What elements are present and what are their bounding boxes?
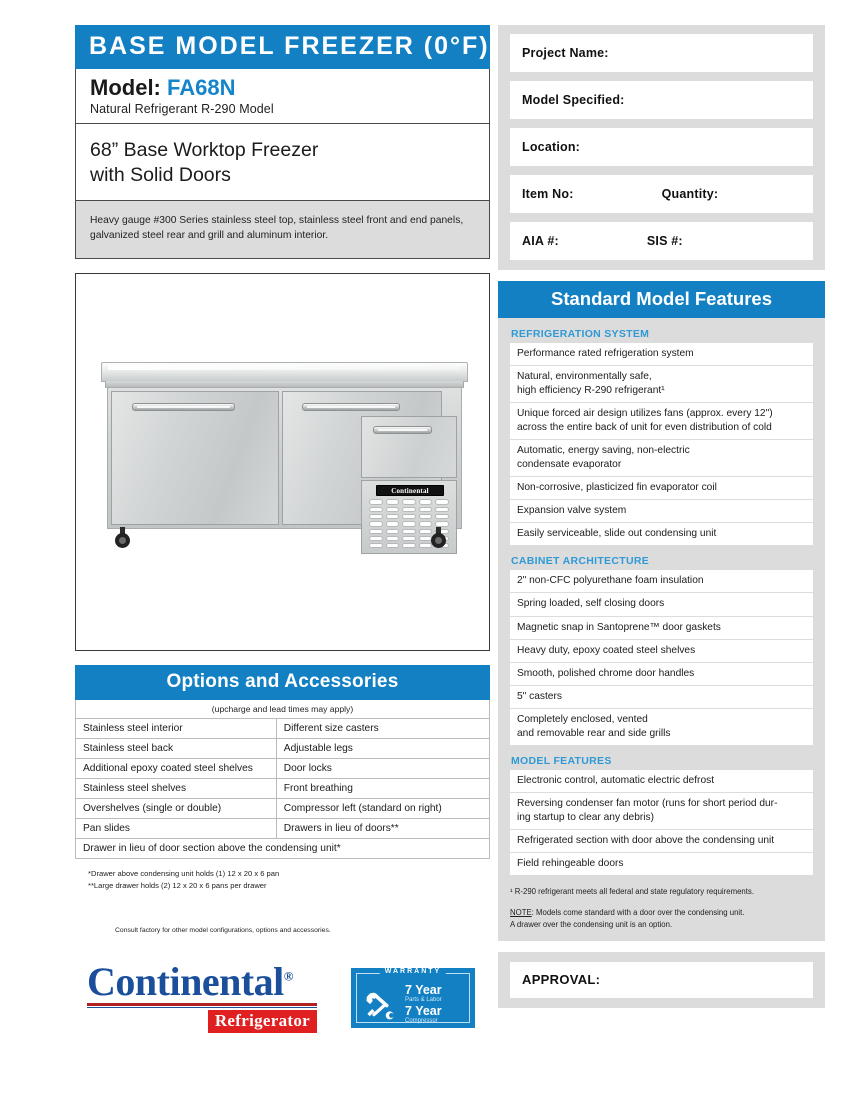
approval-label: APPROVAL: xyxy=(522,972,601,988)
feature-row: 5" casters xyxy=(510,686,813,709)
feature-row: Automatic, energy saving, non-electric condensate evaporator xyxy=(510,440,813,477)
option-cell: Overshelves (single or double) xyxy=(76,799,277,819)
item-no-label: Item No: xyxy=(522,187,574,201)
feature-row: Magnetic snap in Santoprene™ door gaskets xyxy=(510,617,813,640)
door-upper-right xyxy=(361,416,457,478)
option-cell: Pan slides xyxy=(76,819,277,839)
feature-row: Spring loaded, self closing doors xyxy=(510,593,813,616)
option-cell-full: Drawer in lieu of door section above the condensing unit* xyxy=(76,839,490,859)
warranty-badge-inner xyxy=(356,967,470,1024)
note-text: : Models come standard with a door over the condensing unit. A drawer over the condensing unit is an option. xyxy=(510,908,745,929)
approval-field[interactable] xyxy=(510,962,813,998)
section-heading-refrigeration: REFRIGERATION SYSTEM xyxy=(511,328,650,340)
feature-row: Smooth, polished chrome door handles xyxy=(510,663,813,686)
features-panel xyxy=(498,318,825,941)
option-cell: Additional epoxy coated steel shelves xyxy=(76,759,277,779)
product-description-box xyxy=(75,201,490,260)
option-cell: Front breathing xyxy=(276,779,489,799)
warranty-parts-scope: Parts & Labor xyxy=(405,996,442,1003)
page-title-banner: BASE MODEL FREEZER (0°F) xyxy=(75,25,490,69)
table-row xyxy=(76,839,490,859)
section-heading-model: MODEL FEATURES xyxy=(511,755,612,768)
project-form-panel xyxy=(498,25,825,270)
model-subtitle: Natural Refrigerant R-290 Model xyxy=(90,101,274,116)
options-table-body xyxy=(76,719,490,859)
warranty-title: WARRANTY xyxy=(380,968,446,975)
model-box xyxy=(75,69,490,124)
product-title-box xyxy=(75,124,490,201)
project-name-label: Project Name: xyxy=(522,46,609,60)
table-row xyxy=(76,719,490,739)
feature-row: Heavy duty, epoxy coated steel shelves xyxy=(510,640,813,663)
model-line xyxy=(90,76,489,101)
option-cell: Stainless steel interior xyxy=(76,719,277,739)
caster-icon xyxy=(431,527,446,549)
right-column xyxy=(498,25,825,1008)
feature-row: Performance rated refrigeration system xyxy=(510,343,813,366)
project-name-field[interactable] xyxy=(510,34,813,72)
cabinet-body xyxy=(107,387,462,529)
door-handle-icon xyxy=(132,403,235,411)
product-title-line2: with Solid Doors xyxy=(90,163,231,186)
options-banner: Options and Accessories xyxy=(75,665,490,700)
warranty-badge xyxy=(351,968,475,1028)
door-left xyxy=(111,391,279,525)
option-cell: Compressor left (standard on right) xyxy=(276,799,489,819)
options-note: (upcharge and lead times may apply) xyxy=(75,700,490,718)
model-label: Model: xyxy=(90,75,161,100)
feature-row: Reversing condenser fan motor (runs for short period dur- ing startup to clear any debris) xyxy=(510,793,813,830)
brand-nameplate: Continental xyxy=(376,485,444,496)
options-table xyxy=(75,718,490,859)
feature-row: 2" non-CFC polyurethane foam insulation xyxy=(510,570,813,593)
sub-brand-label: Refrigerator xyxy=(208,1010,317,1033)
freezer-illustration xyxy=(101,362,468,567)
door-handle-icon xyxy=(373,426,431,434)
feature-row: Electronic control, automatic electric defrost xyxy=(510,770,813,793)
options-footnote-1: *Drawer above condensing unit holds (1) 12 x 20 x 6 pan xyxy=(88,869,280,879)
feature-row: Refrigerated section with door above the condensing unit xyxy=(510,830,813,853)
option-cell: Adjustable legs xyxy=(276,739,489,759)
warranty-compressor-years: 7 Year xyxy=(405,1003,442,1018)
brand-name: Continental xyxy=(87,959,284,1005)
continental-logo xyxy=(87,959,317,1033)
product-title-line1: 68” Base Worktop Freezer xyxy=(90,138,319,161)
option-cell: Stainless steel back xyxy=(76,739,277,759)
feature-row: Expansion valve system xyxy=(510,500,813,523)
aia-sis-field[interactable] xyxy=(510,222,813,260)
left-column xyxy=(75,25,490,1033)
worktop-surface xyxy=(101,362,468,382)
option-cell: Drawers in lieu of doors** xyxy=(276,819,489,839)
location-label: Location: xyxy=(522,140,581,154)
options-footnote-2: **Large drawer holds (2) 12 x 20 x 6 pans per drawer xyxy=(88,880,267,890)
warranty-text xyxy=(405,984,442,1026)
feature-row: Field rehingeable doors xyxy=(510,853,813,876)
tools-icon xyxy=(364,989,398,1021)
consult-factory-note: Consult factory for other model configurations, options and accessories. xyxy=(115,927,331,935)
table-row xyxy=(76,779,490,799)
feature-row: Non-corrosive, plasticized fin evaporator coil xyxy=(510,477,813,500)
condensing-note xyxy=(510,907,813,930)
product-image xyxy=(75,273,490,651)
feature-row: Easily serviceable, slide out condensing unit xyxy=(510,523,813,546)
aia-label: AIA #: xyxy=(522,234,559,248)
table-row xyxy=(76,799,490,819)
table-row xyxy=(76,819,490,839)
location-field[interactable] xyxy=(510,128,813,166)
note-label: NOTE xyxy=(510,908,532,918)
table-row xyxy=(76,759,490,779)
option-cell: Door locks xyxy=(276,759,489,779)
standard-features-banner: Standard Model Features xyxy=(498,281,825,318)
door-handle-icon xyxy=(302,403,400,411)
sis-label: SIS #: xyxy=(646,234,683,248)
caster-icon xyxy=(115,527,130,549)
refrigerant-footnote: ¹ R-290 refrigerant meets all federal and state regulatory requirements. xyxy=(510,887,754,897)
warranty-parts-years: 7 Year xyxy=(405,982,442,997)
quantity-label: Quantity: xyxy=(661,187,719,201)
model-specified-field[interactable] xyxy=(510,81,813,119)
footer-logo-row xyxy=(75,959,490,1033)
brand-wordmark xyxy=(87,959,317,1005)
registered-mark: ® xyxy=(283,968,293,984)
product-description: Heavy gauge #300 Series stainless steel top, stainless steel front and end panels, galvanized steel rear and grill and aluminum interior. xyxy=(90,214,464,242)
feature-row: Unique forced air design utilizes fans (approx. every 12") across the entire back of unit for even distribution of cold xyxy=(510,403,813,440)
table-row xyxy=(76,739,490,759)
option-cell: Stainless steel shelves xyxy=(76,779,277,799)
option-cell: Different size casters xyxy=(276,719,489,739)
approval-panel xyxy=(498,952,825,1008)
model-specified-label: Model Specified: xyxy=(522,93,625,107)
warranty-compressor-scope: Compressor xyxy=(405,1017,438,1024)
feature-row: Natural, environmentally safe, high efficiency R-290 refrigerant¹ xyxy=(510,366,813,403)
section-heading-cabinet: CABINET ARCHITECTURE xyxy=(511,555,650,568)
item-quantity-field[interactable] xyxy=(510,175,813,213)
feature-row: Completely enclosed, vented and removable rear and side grills xyxy=(510,709,813,746)
model-number: FA68N xyxy=(167,75,236,100)
